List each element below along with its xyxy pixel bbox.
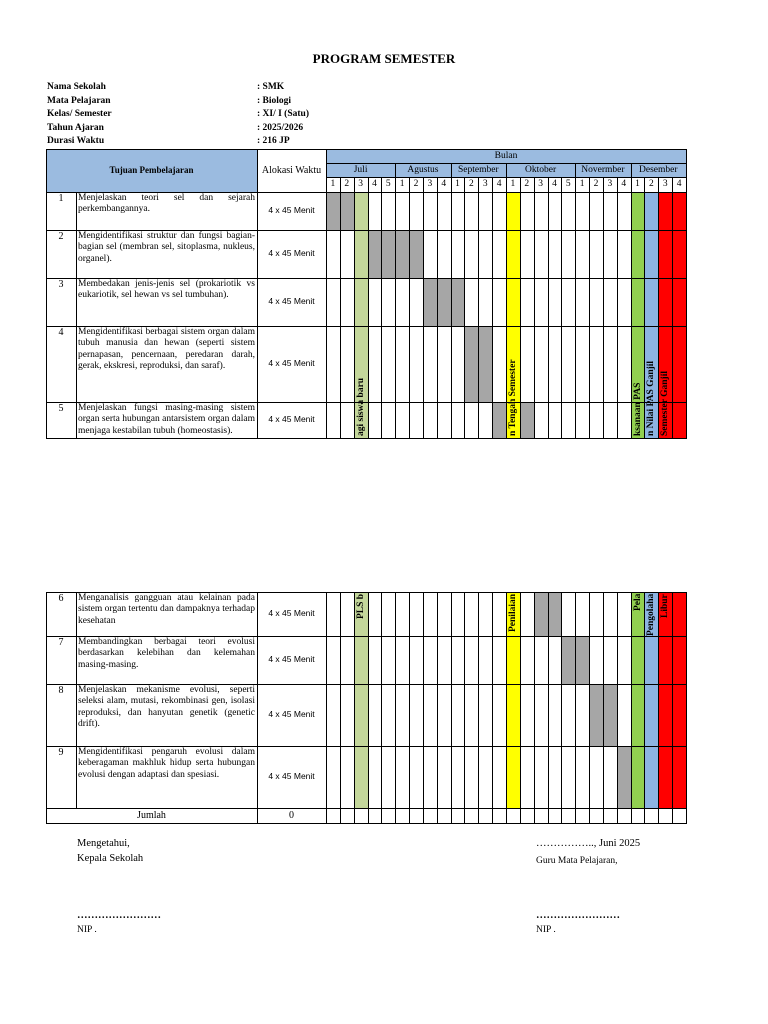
row-objective: Mengidentifikasi struktur dan fungsi bagian-bagian sel (membran sel, sitoplasma, nukleus, organel). (78, 231, 255, 264)
row-number: 1 (58, 193, 64, 204)
month-label: Agustus (407, 165, 439, 175)
row-objective: Menganalisis gangguan atau kelainan pada sistem organ tertentu dan dampaknya terhadap kesehatan (78, 593, 255, 626)
row-alokasi: 4 x 45 Menit (268, 709, 315, 719)
guru-label: Guru Mata Pelajaran, (536, 856, 618, 866)
row-number: 8 (58, 685, 64, 696)
schedule-mark (437, 278, 451, 326)
schedule-mark (492, 402, 506, 438)
schedule-mark (589, 684, 603, 746)
vertical-label: Libur (660, 594, 671, 618)
jumlah-label: Jumlah (137, 810, 166, 821)
row-objective: Membedakan jenis-jenis sel (prokariotik vs eukariotik, sel hewan vs sel tumbuhan). (78, 279, 255, 301)
info-value: : SMK (257, 82, 285, 92)
week-label: 3 (427, 179, 433, 189)
week-label: 4 (621, 179, 627, 189)
week-label: 5 (385, 179, 391, 189)
week-label: 4 (552, 179, 557, 189)
header-tujuan: Tujuan Pembelajaran (109, 165, 194, 175)
schedule-mark (561, 636, 575, 684)
schedule-mark (603, 684, 617, 746)
month-label: September (457, 165, 499, 175)
schedule-mark (326, 192, 340, 230)
week-label: 4 (372, 179, 377, 189)
schedule-mark (478, 326, 492, 402)
week-label: 4 (441, 179, 447, 189)
info-value: : 2025/2026 (257, 123, 304, 133)
pas-column (631, 592, 645, 808)
row-objective: Menjelaskan teori sel dan sejarah perkembangannya. (78, 193, 255, 215)
row-number: 2 (58, 231, 64, 242)
row-number: 4 (58, 327, 64, 338)
week-label: 3 (607, 179, 613, 189)
week-label: 2 (469, 179, 474, 189)
signature-right: …………………… (536, 910, 620, 921)
schedule-mark (381, 230, 395, 278)
jumlah-value: 0 (289, 810, 294, 821)
row-alokasi: 4 x 45 Menit (268, 358, 315, 368)
week-label: 3 (358, 179, 363, 189)
week-label: 1 (635, 179, 640, 189)
week-label: 4 (676, 179, 682, 189)
row-alokasi: 4 x 45 Menit (268, 296, 315, 306)
row-objective: Menjelaskan mekanisme evolusi, seperti seleksi alam, mutasi, rekombinasi gen, isolasi reproduksi, dan hanyutan genetik (genetic drift). (78, 685, 255, 729)
vertical-label: Penilaian (508, 593, 518, 632)
schedule-mark (368, 230, 382, 278)
row-objective: Membandingkan berbagai teori evolusi berdasarkan kelebihan dan kelemahan masing-masing. (78, 637, 255, 670)
week-label: 1 (510, 179, 516, 189)
libur-column (672, 592, 686, 808)
header-bulan: Bulan (494, 151, 518, 161)
week-label: 1 (399, 179, 405, 189)
row-objective: Mengidentifikasi berbagai sistem organ dalam tubuh manusia dan hewan (seperti sistem pernapasan, pencernaan, peredaran darah, gerak, ekskresi, reproduksi, dan saraf). (78, 327, 255, 371)
vertical-label: n Nilai PAS Ganjil (646, 360, 657, 436)
nip-right: NIP . (536, 925, 556, 935)
libur-column (658, 592, 672, 808)
info-label: Kelas/ Semester (47, 109, 112, 119)
schedule-mark (423, 278, 437, 326)
week-label: 3 (482, 179, 488, 189)
row-number: 5 (58, 403, 64, 414)
vertical-label: Pengolaha (646, 593, 657, 636)
row-alokasi: 4 x 45 Menit (268, 205, 315, 215)
month-label: Novermber (581, 165, 625, 175)
row-alokasi: 4 x 45 Menit (268, 608, 315, 618)
row-number: 6 (58, 593, 64, 604)
schedule-mark (464, 326, 478, 402)
month-label: Oktober (525, 165, 557, 175)
schedule-mark (575, 636, 589, 684)
week-label: 1 (579, 179, 585, 189)
info-value: : Biologi (257, 96, 292, 106)
schedule-mark (340, 192, 354, 230)
row-number: 9 (58, 747, 64, 758)
schedule-mark (548, 592, 562, 636)
week-label: 2 (413, 179, 419, 189)
info-value: : 216 JP (257, 136, 290, 146)
mengetahui-label: Mengetahui, (77, 838, 130, 849)
schedule-mark (617, 746, 631, 808)
nip-left: NIP . (77, 925, 97, 935)
schedule-mark (451, 278, 465, 326)
week-label: 4 (496, 179, 502, 189)
page-title: PROGRAM SEMESTER (312, 51, 456, 66)
row-alokasi: 4 x 45 Menit (268, 771, 315, 781)
week-label: 2 (593, 179, 599, 189)
month-label: Desember (639, 165, 678, 175)
week-label: 1 (455, 179, 460, 189)
vertical-label: PLS b (355, 593, 366, 619)
week-label: 2 (344, 179, 350, 189)
signature-left: …………………… (77, 910, 161, 921)
info-label: Durasi Waktu (47, 136, 105, 146)
vertical-label: Semester Ganjil (660, 371, 671, 436)
vertical-label: Pela (632, 593, 643, 611)
week-label: 1 (330, 179, 336, 189)
schedule-mark (534, 592, 548, 636)
vertical-label: n Tengah Semester (508, 359, 518, 436)
row-alokasi: 4 x 45 Menit (268, 248, 315, 258)
pls-column (354, 592, 368, 808)
row-number: 3 (58, 279, 64, 290)
week-label: 2 (649, 179, 654, 189)
info-label: Nama Sekolah (47, 82, 106, 92)
info-label: Mata Pelajaran (47, 96, 111, 106)
row-objective: Menjelaskan fungsi masing-masing sistem organ serta hubungan antarsistem organ dalam menjaga kestabilan tubuh (homeostasis). (78, 403, 255, 436)
row-objective: Mengidentifikasi pengaruh evolusi dalam keberagaman makhluk hidup serta hubungan evolusi dengan adaptasi dan spesiasi. (78, 747, 255, 780)
week-label: 3 (538, 179, 543, 189)
month-label: Juli (353, 165, 368, 175)
vertical-label: agi siswa baru (355, 377, 366, 436)
week-label: 3 (662, 179, 668, 189)
schedule-mark (409, 230, 423, 278)
schedule-mark (395, 230, 409, 278)
vertical-label: ksanaan PAS (632, 382, 643, 436)
week-label: 5 (565, 179, 571, 189)
date-line: …………….., Juni 2025 (536, 838, 641, 849)
info-value: : XI/ I (Satu) (257, 109, 309, 119)
header-alokasi: Alokasi Waktu (261, 165, 322, 176)
row-alokasi: 4 x 45 Menit (268, 654, 315, 664)
info-label: Tahun Ajaran (47, 123, 104, 133)
kepala-sekolah-label: Kepala Sekolah (77, 853, 144, 864)
schedule-mark (520, 402, 534, 438)
week-label: 2 (524, 179, 530, 189)
row-number: 7 (58, 637, 64, 648)
row-alokasi: 4 x 45 Menit (268, 414, 315, 424)
